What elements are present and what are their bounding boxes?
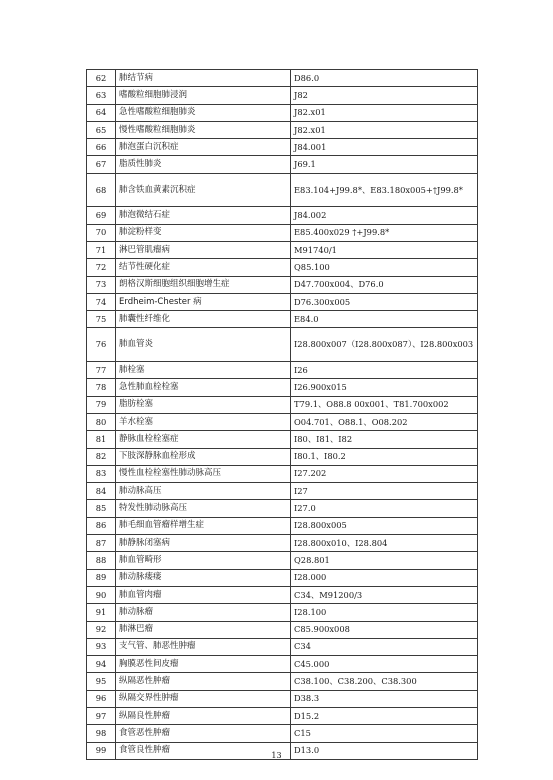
row-number: 98 — [87, 725, 116, 742]
row-number: 70 — [87, 224, 116, 241]
icd-code: I27 — [291, 483, 478, 500]
icd-code: J69.1 — [291, 156, 478, 173]
icd-code: I28.800x010、I28.804 — [291, 535, 478, 552]
table-row — [87, 552, 478, 569]
icd-code: J84.002 — [291, 207, 478, 224]
icd-code: I26.900x015 — [291, 379, 478, 396]
disease-name: 特发性肺动脉高压 — [116, 500, 291, 517]
table-row — [87, 690, 478, 707]
icd-code: C85.900x008 — [291, 621, 478, 638]
table-row — [87, 707, 478, 724]
disease-name: 胸膜恶性间皮瘤 — [116, 656, 291, 673]
table-row — [87, 70, 478, 87]
icd-code: I80、I81、I82 — [291, 431, 478, 448]
table-row — [87, 241, 478, 258]
row-number: 68 — [87, 173, 116, 207]
icd-code: M91740/1 — [291, 241, 478, 258]
disease-name: 肺静脉闭塞病 — [116, 535, 291, 552]
row-number: 65 — [87, 121, 116, 138]
row-number: 83 — [87, 465, 116, 482]
disease-name: 肺血管炎 — [116, 328, 291, 362]
table-row — [87, 396, 478, 413]
row-number: 84 — [87, 483, 116, 500]
table-row — [87, 311, 478, 328]
disease-name: 急性肺血栓栓塞 — [116, 379, 291, 396]
table-row — [87, 500, 478, 517]
row-number: 69 — [87, 207, 116, 224]
row-number: 77 — [87, 362, 116, 379]
icd-code: E84.0 — [291, 311, 478, 328]
icd-code: C38.100、C38.200、C38.300 — [291, 673, 478, 690]
icd-code: D15.2 — [291, 707, 478, 724]
row-number: 79 — [87, 396, 116, 413]
disease-name: 慢性嗜酸粒细胞肺炎 — [116, 121, 291, 138]
icd-code: D76.300x005 — [291, 293, 478, 310]
icd-code: I28.800x005 — [291, 517, 478, 534]
table-row — [87, 517, 478, 534]
icd-code: C45.000 — [291, 656, 478, 673]
icd-code: C15 — [291, 725, 478, 742]
row-number: 63 — [87, 87, 116, 104]
disease-name: 肺毛细血管瘤样增生症 — [116, 517, 291, 534]
table-row — [87, 465, 478, 482]
disease-name: 纵隔交界性肿瘤 — [116, 690, 291, 707]
icd-code: D13.0 — [291, 742, 478, 759]
icd-code: J82.x01 — [291, 121, 478, 138]
table-row — [87, 207, 478, 224]
disease-name: 肺淋巴瘤 — [116, 621, 291, 638]
disease-name: 食管良性肿瘤 — [116, 742, 291, 759]
table-row — [87, 483, 478, 500]
row-number: 66 — [87, 139, 116, 156]
row-number: 78 — [87, 379, 116, 396]
table-row — [87, 569, 478, 586]
icd-code: O04.701、O88.1、O08.202 — [291, 413, 478, 430]
row-number: 67 — [87, 156, 116, 173]
table-row — [87, 173, 478, 207]
disease-name: 脂肪栓塞 — [116, 396, 291, 413]
table-row — [87, 656, 478, 673]
icd-code: D47.700x004、D76.0 — [291, 276, 478, 293]
table-row — [87, 621, 478, 638]
table-row — [87, 725, 478, 742]
disease-name: 急性嗜酸粒细胞肺炎 — [116, 104, 291, 121]
row-number: 81 — [87, 431, 116, 448]
table-row — [87, 586, 478, 603]
disease-name: 食管恶性肿瘤 — [116, 725, 291, 742]
table-row — [87, 362, 478, 379]
row-number: 93 — [87, 638, 116, 655]
disease-name: 肺动脉瘘瘘 — [116, 569, 291, 586]
table-row — [87, 121, 478, 138]
table-row — [87, 673, 478, 690]
disease-name: 羊水栓塞 — [116, 413, 291, 430]
row-number: 91 — [87, 604, 116, 621]
icd-code: J82.x01 — [291, 104, 478, 121]
row-number: 64 — [87, 104, 116, 121]
row-number: 99 — [87, 742, 116, 759]
row-number: 80 — [87, 413, 116, 430]
disease-name: 肺淀粉样变 — [116, 224, 291, 241]
icd-code: C34 — [291, 638, 478, 655]
disease-name: 肺动脉高压 — [116, 483, 291, 500]
disease-name: 嗜酸粒细胞肺浸润 — [116, 87, 291, 104]
table-row — [87, 139, 478, 156]
row-number: 97 — [87, 707, 116, 724]
icd-code: I26 — [291, 362, 478, 379]
row-number: 73 — [87, 276, 116, 293]
table-row — [87, 224, 478, 241]
disease-name: 支气管、肺恶性肿瘤 — [116, 638, 291, 655]
table-row — [87, 156, 478, 173]
row-number: 72 — [87, 259, 116, 276]
icd-code: I27.0 — [291, 500, 478, 517]
row-number: 94 — [87, 656, 116, 673]
table-row — [87, 604, 478, 621]
row-number: 89 — [87, 569, 116, 586]
disease-name: 肺血管畸形 — [116, 552, 291, 569]
table-row — [87, 259, 478, 276]
table-row — [87, 293, 478, 310]
diagnosis-code-table — [86, 69, 478, 760]
icd-code: I80.1、I80.2 — [291, 448, 478, 465]
row-number: 82 — [87, 448, 116, 465]
table-row — [87, 431, 478, 448]
icd-code: D38.3 — [291, 690, 478, 707]
icd-code: I27.202 — [291, 465, 478, 482]
row-number: 76 — [87, 328, 116, 362]
page-number: 13 — [271, 751, 282, 760]
disease-name: 慢性血栓栓塞性肺动脉高压 — [116, 465, 291, 482]
row-number: 74 — [87, 293, 116, 310]
disease-name: 肺含铁血黄素沉积症 — [116, 173, 291, 207]
table-row — [87, 276, 478, 293]
icd-code: T79.1、O88.8 00x001、T81.700x002 — [291, 396, 478, 413]
disease-name: 肺血管肉瘤 — [116, 586, 291, 603]
row-number: 90 — [87, 586, 116, 603]
row-number: 87 — [87, 535, 116, 552]
disease-name: 结节性硬化症 — [116, 259, 291, 276]
disease-name: 静脉血栓栓塞症 — [116, 431, 291, 448]
row-number: 96 — [87, 690, 116, 707]
row-number: 75 — [87, 311, 116, 328]
disease-name: 纵隔恶性肿瘤 — [116, 673, 291, 690]
icd-code: J84.001 — [291, 139, 478, 156]
disease-name: 下肢深静脉血栓形成 — [116, 448, 291, 465]
disease-name: 脂质性肺炎 — [116, 156, 291, 173]
table-body — [87, 70, 478, 760]
row-number: 62 — [87, 70, 116, 87]
disease-name: Erdheim-Chester 病 — [116, 293, 291, 310]
row-number: 71 — [87, 241, 116, 258]
disease-name: 肺栓塞 — [116, 362, 291, 379]
table-row — [87, 448, 478, 465]
icd-code: D86.0 — [291, 70, 478, 87]
table-row — [87, 413, 478, 430]
row-number: 92 — [87, 621, 116, 638]
icd-code: I28.000 — [291, 569, 478, 586]
icd-code: I28.100 — [291, 604, 478, 621]
table-row — [87, 638, 478, 655]
disease-name: 肺动脉瘤 — [116, 604, 291, 621]
row-number: 85 — [87, 500, 116, 517]
icd-code: E83.104+J99.8*、E83.180x005+†J99.8* — [291, 173, 478, 207]
icd-code: J82 — [291, 87, 478, 104]
disease-name: 朗格汉斯细胞组织细胞增生症 — [116, 276, 291, 293]
disease-name: 肺结节病 — [116, 70, 291, 87]
icd-code: Q85.100 — [291, 259, 478, 276]
disease-name: 肺囊性纤维化 — [116, 311, 291, 328]
table-row — [87, 535, 478, 552]
table-row — [87, 379, 478, 396]
disease-name: 肺泡蛋白沉积症 — [116, 139, 291, 156]
table-row — [87, 104, 478, 121]
icd-code: I28.800x007（I28.800x087）、I28.800x003 — [291, 328, 478, 362]
disease-name: 肺泡微结石症 — [116, 207, 291, 224]
table-row — [87, 328, 478, 362]
table-row — [87, 87, 478, 104]
row-number: 88 — [87, 552, 116, 569]
icd-code: E85.400x029 †+J99.8* — [291, 224, 478, 241]
disease-name: 淋巴管肌瘤病 — [116, 241, 291, 258]
icd-code: Q28.801 — [291, 552, 478, 569]
row-number: 95 — [87, 673, 116, 690]
row-number: 86 — [87, 517, 116, 534]
icd-code: C34、M91200/3 — [291, 586, 478, 603]
disease-name: 纵隔良性肿瘤 — [116, 707, 291, 724]
